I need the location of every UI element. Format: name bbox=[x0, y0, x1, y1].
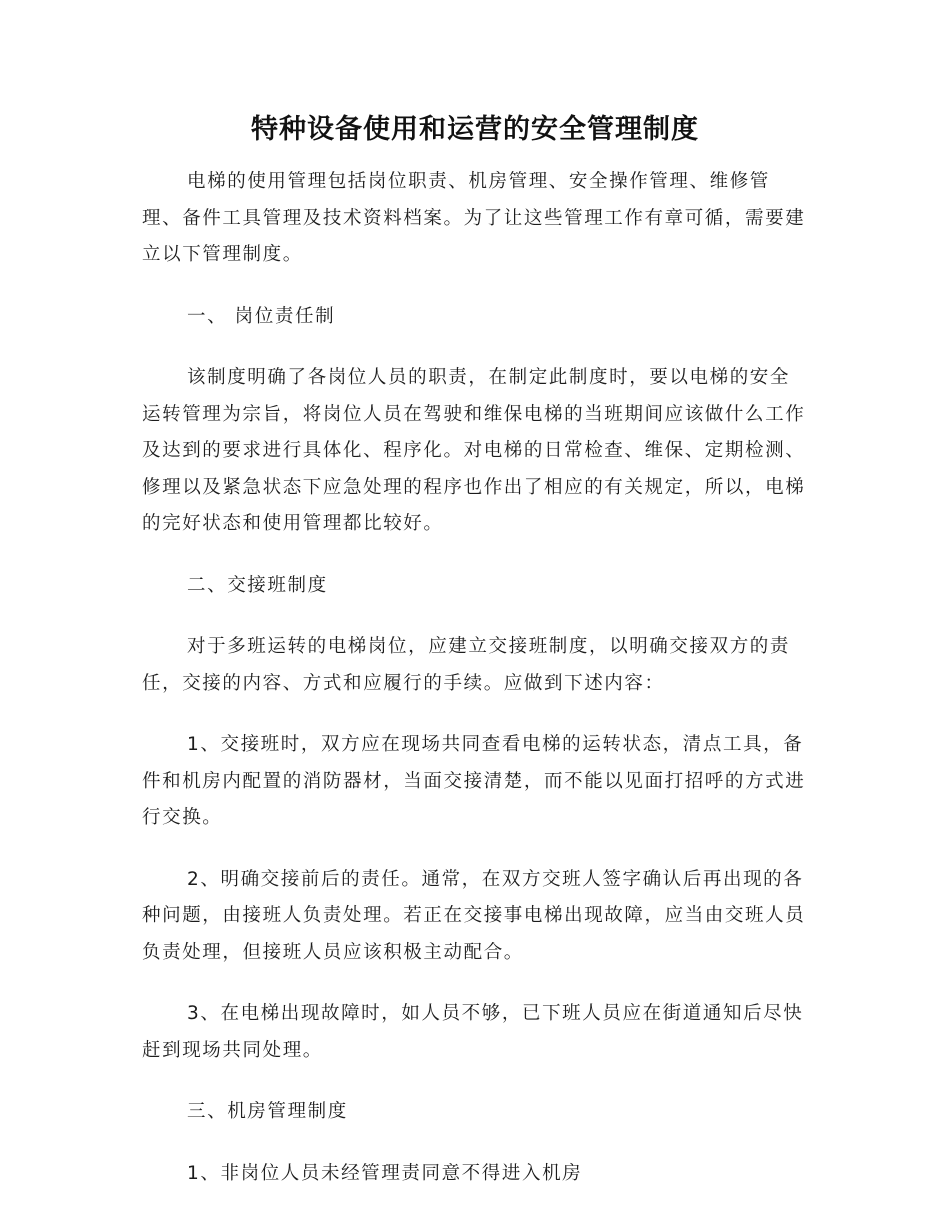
section-1-paragraph: 该制度明确了各岗位人员的职责，在制定此制度时，要以电梯的安全运转管理为宗旨，将岗位人员在驾驶和维保电梯的当班期间应该做什么工作及达到的要求进行具体化、程序化。对电梯的日常检查、维保、定期检测、修理以及紧急状态下应急处理的程序也作出了相应的有关规定，所以，电梯的完好状态和使用管理都比较好。 bbox=[142, 367, 806, 534]
intro-paragraph: 电梯的使用管理包括岗位职责、机房管理、安全操作管理、维修管理、备件工具管理及技术资料档案。为了让这些管理工作有章可循，需要建立以下管理制度。 bbox=[142, 171, 806, 265]
section-3-item-1: 1、非岗位人员未经管理责同意不得进入机房 bbox=[187, 1162, 583, 1184]
document-body bbox=[142, 164, 806, 1217]
section-2-item-3: 3、在电梯出现故障时，如人员不够，已下班人员应在街道通知后尽快赶到现场共同处理。 bbox=[142, 1003, 804, 1061]
section-2-paragraph: 对于多班运转的电梯岗位，应建立交接班制度，以明确交接双方的责任，交接的内容、方式和应履行的手续。应做到下述内容： bbox=[142, 636, 791, 694]
section-2-item-1: 1、交接班时，双方应在现场共同查看电梯的运转状态，清点工具，备件和机房内配置的消防器材，当面交接清楚，而不能以见面打招呼的方式进行交换。 bbox=[142, 734, 806, 828]
section-heading-3: 三、机房管理制度 bbox=[187, 1101, 348, 1122]
section-2-item-2: 2、明确交接前后的责任。通常，在双方交班人签字确认后再出现的各种问题，由接班人负责处理。若正在交接事电梯出现故障，应当由交班人员负责处理，但接班人员应该积极主动配合。 bbox=[142, 868, 806, 963]
section-heading-2: 二、交接班制度 bbox=[187, 574, 328, 596]
section-heading-1: 一、 岗位责任制 bbox=[187, 305, 336, 327]
document-title: 特种设备使用和运营的安全管理制度 bbox=[251, 114, 699, 145]
